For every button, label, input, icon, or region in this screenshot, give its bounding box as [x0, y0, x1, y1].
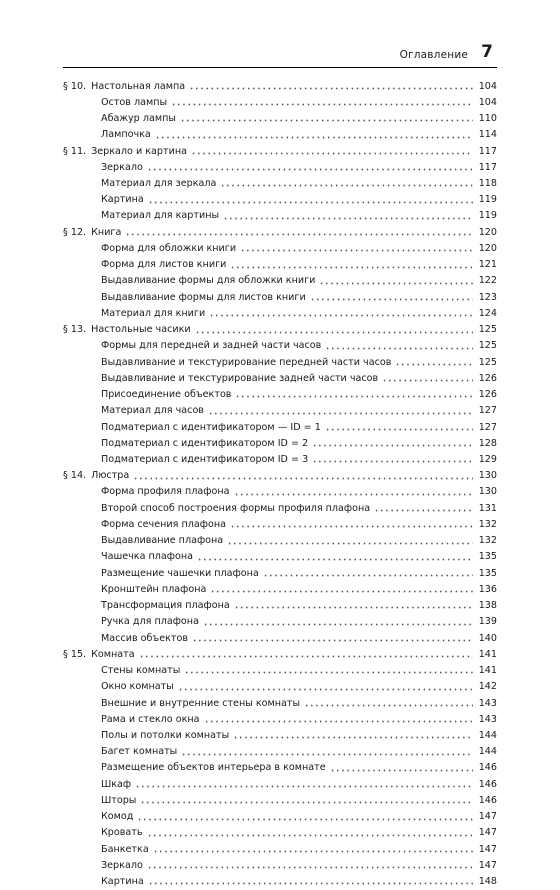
toc-entry-label: Стены комнаты: [101, 665, 181, 677]
dot-leader: [208, 403, 473, 419]
toc-entry-label: Кронштейн плафона: [101, 583, 207, 595]
toc-entry-label: Выдавливание плафона: [101, 535, 224, 547]
toc-page-number: 129: [478, 454, 497, 465]
toc-entry-label: Размещение чашечки плафона: [101, 567, 259, 579]
toc-page-number: 144: [478, 729, 497, 741]
toc-page-number: 125: [478, 324, 497, 336]
dot-leader: [230, 257, 473, 273]
toc-subsection-entry[interactable]: [63, 273, 497, 289]
dot-leader: [395, 354, 473, 370]
toc-entry-label: Комната: [91, 648, 135, 660]
toc-entry-label: Материал для зеркала: [101, 178, 217, 190]
toc-subsection-entry[interactable]: [63, 338, 497, 354]
toc-entry-label: Подматериал с идентификатором ID = 3: [101, 454, 309, 465]
toc-entry-label: Форма сечения плафона: [101, 518, 226, 530]
dot-leader: [319, 273, 473, 289]
dot-leader: [192, 630, 473, 646]
running-header-title: Оглавление: [399, 49, 468, 61]
toc-page-number: 139: [478, 616, 497, 628]
dot-leader: [147, 825, 473, 841]
dot-leader: [325, 338, 473, 354]
toc-page-number: 127: [478, 405, 497, 417]
toc-page-number: 128: [478, 437, 497, 449]
toc-entry-label: Картина: [101, 194, 144, 206]
toc-page-number: 141: [478, 665, 497, 677]
dot-leader: [184, 662, 473, 678]
toc-page-number: 142: [478, 681, 497, 693]
toc-page-number: 131: [478, 502, 497, 514]
dot-leader: [178, 679, 473, 695]
toc-entry-label: Внешние и внутренние стены комнаты: [101, 697, 301, 709]
toc-subsection-entry[interactable]: [63, 598, 497, 614]
toc-subsection-entry[interactable]: [63, 500, 497, 516]
toc-section-number: § 13.: [63, 324, 87, 336]
toc-entry-label: Выдавливание формы для обложки книги: [101, 275, 316, 287]
toc-section-number: § 15.: [63, 648, 87, 660]
toc-entry-label: Массив объектов: [101, 632, 189, 644]
toc-section-number: § 14.: [63, 470, 87, 482]
toc-page-number: 118: [478, 178, 497, 190]
toc-entry-label: Форма для обложки книги: [101, 242, 237, 254]
toc-page-number: 123: [478, 291, 497, 303]
dot-leader: [234, 598, 473, 614]
toc-page-number: 126: [478, 372, 497, 384]
toc-entry-label: Выдавливание и текстурирование задней части часов: [101, 372, 379, 384]
toc-page-number: 146: [478, 778, 497, 790]
toc-page-number: 120: [478, 226, 497, 238]
toc-entry-label: Выдавливание и текстурирование передней части часов: [101, 356, 392, 368]
toc-page-number: 135: [478, 551, 497, 563]
toc-subsection-entry[interactable]: [63, 662, 497, 678]
toc-page-number: 122: [478, 275, 497, 287]
toc-entry-label: Картина: [101, 876, 144, 888]
toc-subsection-entry[interactable]: [63, 630, 497, 646]
toc-page-number: 119: [478, 210, 497, 222]
toc-subsection-entry[interactable]: [63, 484, 497, 500]
dot-leader: [382, 370, 473, 386]
toc-entry-label: Ручка для плафона: [101, 616, 199, 628]
toc-entry-label: Банкетка: [101, 843, 149, 855]
dot-leader: [210, 581, 473, 597]
toc-entry-label: Чашечка плафона: [101, 551, 194, 563]
toc-subsection-entry[interactable]: [63, 809, 497, 825]
toc-section-number: § 12.: [63, 226, 87, 238]
toc-page-number: 143: [478, 713, 497, 725]
toc-entry-label: Формы для передней и задней части часов: [101, 340, 322, 352]
toc-subsection-entry[interactable]: [63, 760, 497, 776]
dot-leader: [240, 240, 473, 256]
toc-page-number: 146: [478, 762, 497, 774]
toc-subsection-entry[interactable]: [63, 581, 497, 597]
toc-page-number: 120: [478, 242, 497, 254]
toc-page-number: 147: [478, 827, 497, 839]
dot-leader: [181, 744, 473, 760]
dot-leader: [195, 322, 473, 338]
toc-subsection-entry[interactable]: [63, 727, 497, 743]
toc-entry-label: Зеркало: [101, 161, 143, 173]
toc-subsection-entry[interactable]: [63, 289, 497, 305]
toc-entry-label: Подматериал с идентификатором ID = 2: [101, 437, 309, 449]
toc-section-entry[interactable]: [63, 322, 497, 338]
dot-leader: [234, 484, 473, 500]
toc-subsection-entry[interactable]: [63, 305, 497, 321]
toc-entry-label: Шкаф: [101, 778, 132, 790]
toc-entry-label: Выдавливание формы для листов книги: [101, 291, 306, 303]
dot-leader: [155, 127, 473, 143]
toc-page-number: 141: [478, 648, 497, 660]
toc-entry-label: Присоединение объектов: [101, 389, 232, 401]
toc-entry-label: Лампочка: [101, 129, 151, 141]
toc-page-number: 124: [478, 307, 497, 319]
toc-entry-label: Материал для книги: [101, 307, 206, 319]
toc-subsection-entry[interactable]: [63, 386, 497, 402]
toc-page-number: 117: [478, 161, 497, 173]
toc-section-entry[interactable]: [63, 143, 497, 159]
dot-leader: [304, 695, 473, 711]
toc-entry-label: Багет комнаты: [101, 746, 178, 758]
toc-page-number: 110: [478, 113, 497, 125]
toc-page-number: 148: [478, 876, 497, 888]
dot-leader: [227, 533, 473, 549]
toc-page-number: 146: [478, 794, 497, 806]
toc-subsection-entry[interactable]: [63, 565, 497, 581]
dot-leader: [191, 143, 473, 159]
dot-leader: [137, 809, 473, 825]
dot-leader: [310, 289, 473, 305]
toc-entry-label: Второй способ построения формы профиля плафона: [101, 502, 371, 514]
toc-subsection-entry[interactable]: [63, 354, 497, 370]
toc-subsection-entry[interactable]: [63, 841, 497, 857]
toc-subsection-entry[interactable]: [63, 208, 497, 224]
dot-leader: [220, 175, 473, 191]
toc-entry-label: Настольная лампа: [91, 80, 186, 92]
toc-section-entry[interactable]: [63, 78, 497, 94]
dot-leader: [197, 549, 473, 565]
table-of-contents: [63, 78, 497, 890]
dot-leader: [135, 776, 473, 792]
dot-leader: [125, 224, 473, 240]
toc-entry-label: Комод: [101, 811, 134, 823]
toc-page-number: 130: [478, 470, 497, 482]
dot-leader: [233, 727, 473, 743]
dot-leader: [330, 760, 473, 776]
toc-subsection-entry[interactable]: [63, 857, 497, 873]
toc-subsection-entry[interactable]: [63, 192, 497, 208]
toc-subsection-entry[interactable]: [63, 695, 497, 711]
toc-subsection-entry[interactable]: [63, 435, 497, 451]
page-number: 7: [481, 42, 493, 62]
dot-leader: [209, 305, 473, 321]
toc-subsection-entry[interactable]: [63, 175, 497, 191]
toc-subsection-entry[interactable]: [63, 451, 497, 467]
toc-entry-label: Шторы: [101, 794, 137, 806]
toc-subsection-entry[interactable]: [63, 240, 497, 256]
toc-section-entry[interactable]: [63, 646, 497, 662]
dot-leader: [189, 78, 473, 94]
dot-leader: [148, 873, 473, 889]
toc-section-number: § 10.: [63, 80, 87, 92]
toc-subsection-entry[interactable]: [63, 257, 497, 273]
toc-page-number: 125: [478, 356, 497, 368]
toc-page-number: 147: [478, 859, 497, 871]
toc-entry-label: Окно комнаты: [101, 681, 174, 693]
dot-leader: [230, 516, 473, 532]
dot-leader: [204, 711, 473, 727]
toc-subsection-entry[interactable]: [63, 549, 497, 565]
toc-entry-label: Настольные часики: [91, 324, 191, 336]
toc-page-number: 127: [478, 421, 497, 433]
toc-subsection-entry[interactable]: [63, 159, 497, 175]
toc-entry-label: Трансформация плафона: [101, 600, 230, 612]
toc-subsection-entry[interactable]: [63, 94, 497, 110]
toc-page-number: 125: [478, 340, 497, 352]
dot-leader: [325, 419, 473, 435]
dot-leader: [153, 841, 473, 857]
toc-entry-label: Зеркало и картина: [91, 145, 188, 157]
dot-leader: [180, 110, 473, 126]
toc-subsection-entry[interactable]: [63, 679, 497, 695]
toc-page-number: 121: [478, 259, 497, 271]
toc-page-number: 132: [478, 518, 497, 530]
toc-page-number: 126: [478, 389, 497, 401]
toc-page-number: 135: [478, 567, 497, 579]
toc-page-number: 119: [478, 194, 497, 206]
dot-leader: [148, 192, 473, 208]
toc-subsection-entry[interactable]: [63, 744, 497, 760]
toc-entry-label: Остов лампы: [101, 96, 168, 108]
toc-entry-label: Материал для картины: [101, 210, 220, 222]
toc-page-number: 117: [478, 145, 497, 157]
dot-leader: [147, 857, 473, 873]
toc-section-entry[interactable]: [63, 224, 497, 240]
toc-subsection-entry[interactable]: [63, 127, 497, 143]
dot-leader: [171, 94, 473, 110]
toc-page-number: 104: [478, 96, 497, 108]
dot-leader: [374, 500, 473, 516]
dot-leader: [263, 565, 473, 581]
toc-section-number: § 11.: [63, 145, 87, 157]
dot-leader: [312, 451, 473, 467]
toc-subsection-entry[interactable]: [63, 792, 497, 808]
dot-leader: [203, 614, 473, 630]
dot-leader: [312, 435, 473, 451]
toc-subsection-entry[interactable]: [63, 533, 497, 549]
toc-page-number: 144: [478, 746, 497, 758]
toc-page-number: 136: [478, 583, 497, 595]
toc-entry-label: Рама и стекло окна: [101, 713, 200, 725]
toc-entry-label: Кровать: [101, 827, 143, 839]
toc-entry-label: Зеркало: [101, 859, 143, 871]
header-rule: [63, 67, 497, 68]
toc-section-entry[interactable]: [63, 468, 497, 484]
toc-subsection-entry[interactable]: [63, 516, 497, 532]
toc-subsection-entry[interactable]: [63, 110, 497, 126]
toc-page-number: 104: [478, 80, 497, 92]
page-header: [0, 40, 497, 70]
toc-entry-label: Полы и потолки комнаты: [101, 729, 230, 741]
toc-entry-label: Книга: [91, 226, 122, 238]
toc-subsection-entry[interactable]: [63, 419, 497, 435]
dot-leader: [223, 208, 473, 224]
dot-leader: [147, 159, 473, 175]
toc-page-number: 143: [478, 697, 497, 709]
toc-page-number: 138: [478, 600, 497, 612]
toc-entry-label: Размещение объектов интерьера в комнате: [101, 762, 326, 774]
toc-entry-label: Подматериал с идентификатором — ID = 1: [101, 421, 321, 433]
toc-subsection-entry[interactable]: [63, 614, 497, 630]
toc-entry-label: Форма профиля плафона: [101, 486, 230, 498]
toc-subsection-entry[interactable]: [63, 370, 497, 386]
toc-subsection-entry[interactable]: [63, 825, 497, 841]
toc-page-number: 114: [478, 129, 497, 141]
toc-subsection-entry[interactable]: [63, 711, 497, 727]
dot-leader: [140, 792, 473, 808]
toc-page-number: 147: [478, 811, 497, 823]
dot-leader: [139, 646, 473, 662]
toc-page-number: 130: [478, 486, 497, 498]
toc-entry-label: Абажур лампы: [101, 113, 176, 125]
dot-leader: [133, 468, 473, 484]
toc-subsection-entry[interactable]: [63, 776, 497, 792]
dot-leader: [235, 386, 473, 402]
toc-subsection-entry[interactable]: [63, 873, 497, 889]
toc-entry-label: Форма для листов книги: [101, 259, 227, 271]
toc-entry-label: Материал для часов: [101, 405, 204, 417]
toc-page-number: 140: [478, 632, 497, 644]
toc-subsection-entry[interactable]: [63, 403, 497, 419]
toc-page-number: 147: [478, 843, 497, 855]
toc-entry-label: Люстра: [91, 470, 130, 482]
toc-page-number: 132: [478, 535, 497, 547]
